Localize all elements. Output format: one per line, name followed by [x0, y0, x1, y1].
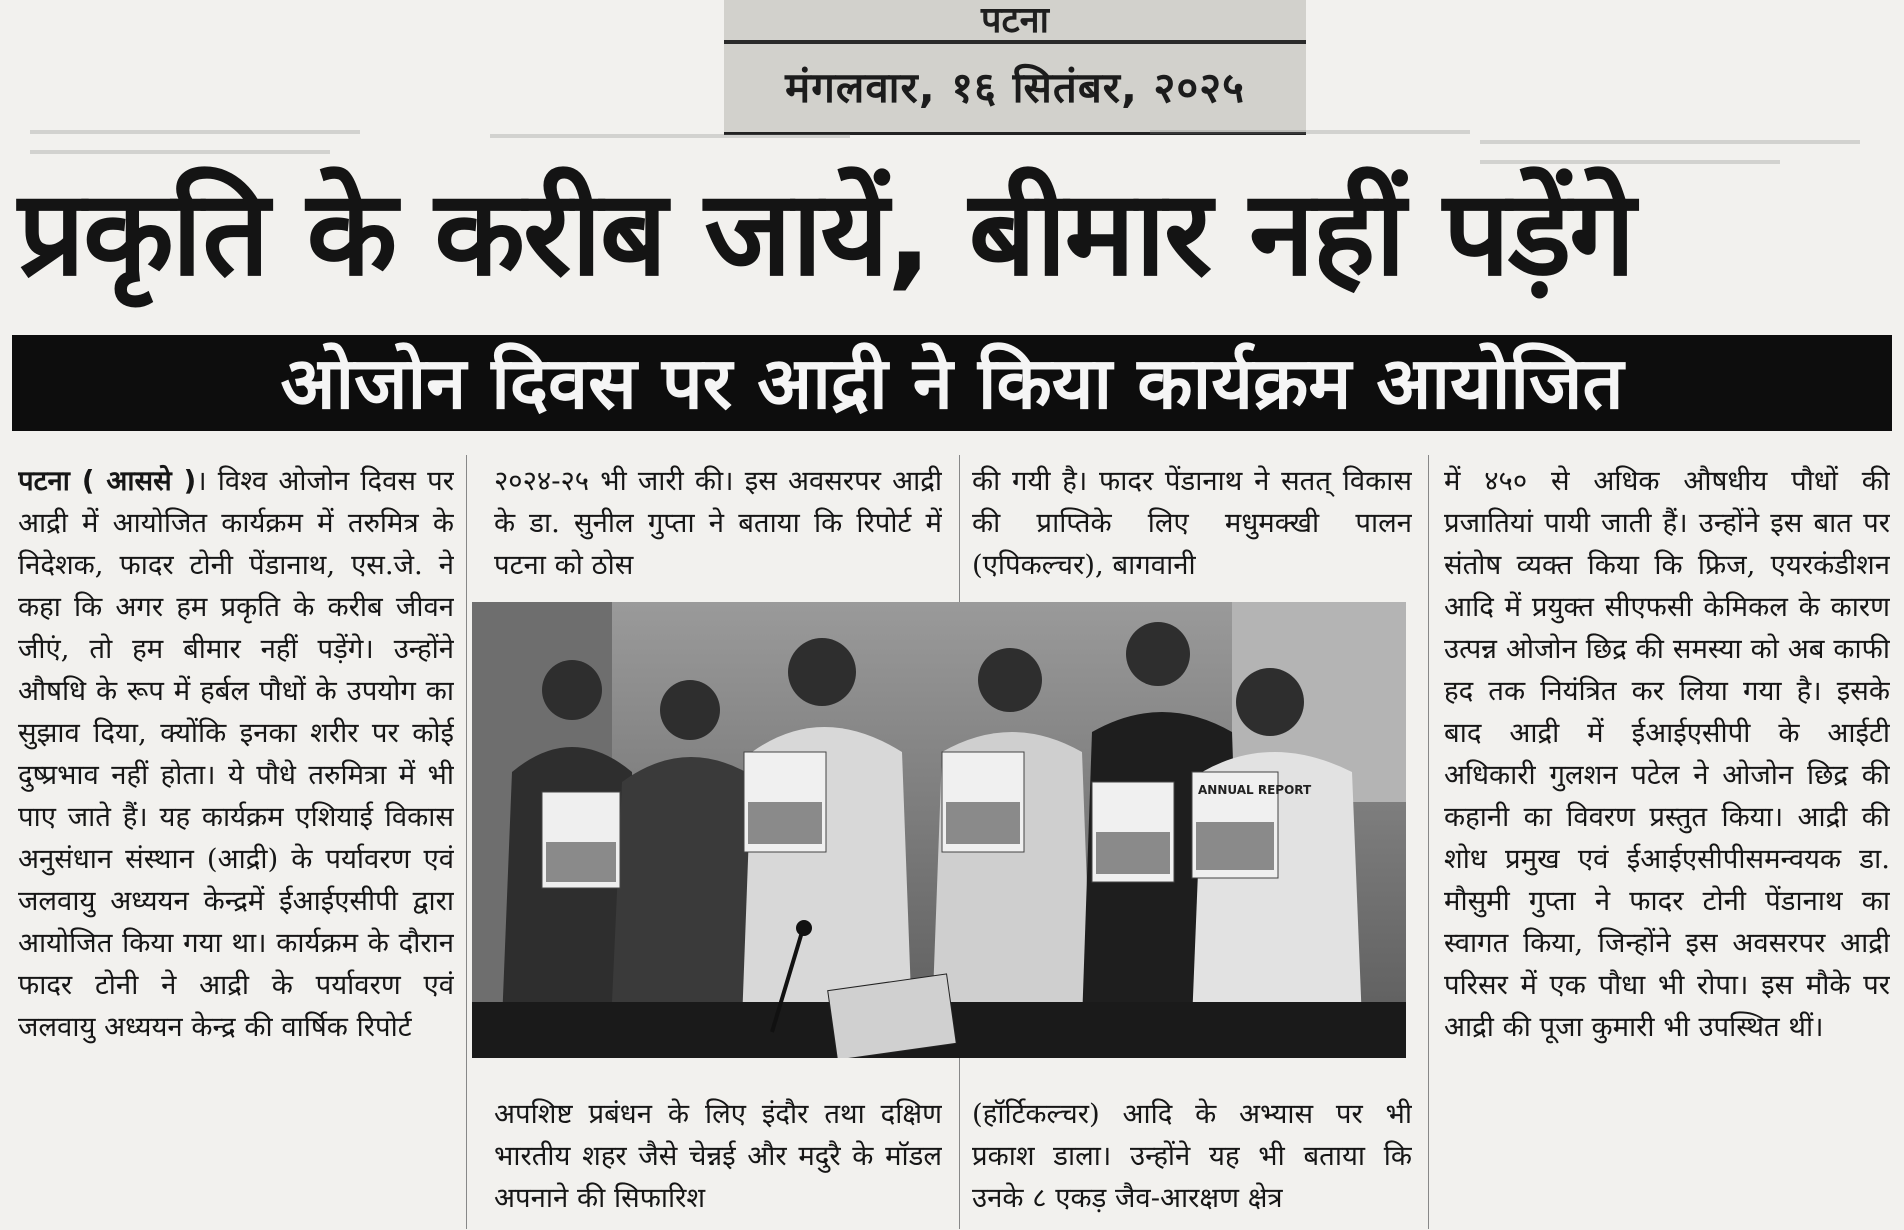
headline: प्रकृति के करीब जायें, बीमार नहीं पड़ेंगे	[18, 164, 1634, 302]
column-1-text: । विश्व ओजोन दिवस पर आद्री में आयोजित कार्यक्रम में तरुमित्र के निदेशक, फादर टोनी पेंडानाथ, एस.जे. ने कहा कि अगर हम प्रकृति के करीब जीवन जीएं, तो हम बीमार नहीं पड़ेंगे। उन्होंने औषधि के रूप में हर्बल पौधों के उपयोग का सुझाव दिया, क्योंकि इनका शरीर पर कोई दुष्प्रभाव नहीं होता। ये पौधे तरुमित्रा में भी पाए जाते हैं। यह कार्यक्रम एशियाई विकास अनुसंधान संस्थान (आद्री) के पर्यावरण एवं जलवायु अध्ययन केन्द्रमें ईआईएसीपी द्वारा आयोजित किया गया था। कार्यक्रम के दौरान फादर टोनी ने आद्री के पर्यावरण एवं जलवायु अध्ययन केन्द्र की वार्षिक रिपोर्ट	[18, 465, 454, 1043]
column-2-top-text: २०२४-२५ भी जारी की। इस अवसरपर आद्री के डा. सुनील गुप्ता ने बताया कि रिपोर्ट में पटना को ठोस	[494, 465, 942, 581]
column-3-top-text: की गयी है। फादर पेंडानाथ ने सतत् विकास की प्राप्तिके लिए मधुमक्खी पालन (एपिकल्चर), बागवानी	[972, 465, 1412, 581]
column-2-bottom-text: अपशिष्ट प्रबंधन के लिए इंदौर तथा दक्षिण भारतीय शहर जैसे चेन्नई और मदुरै के मॉडल अपनाने की सिफारिश	[494, 1098, 942, 1214]
article-column-1	[18, 460, 454, 1230]
column-3-bottom-text: (हॉर्टिकल्चर) आदि के अभ्यास पर भी प्रकाश डाला। उन्होंने यह भी बताया कि उनके ८ एकड़ जैव-आरक्षण क्षेत्र	[972, 1098, 1412, 1214]
article-column-2-bottom	[494, 1093, 942, 1229]
article-column-4	[1444, 460, 1890, 1230]
masthead	[724, 0, 1306, 135]
article-column-2-top	[494, 460, 942, 590]
article-column-3-bottom	[972, 1093, 1412, 1229]
masthead-rule	[724, 40, 1306, 44]
masthead-city: पटना	[981, 0, 1049, 41]
article-column-3-top	[972, 460, 1412, 590]
column-rule	[1428, 455, 1429, 1229]
subheadline: ओजोन दिवस पर आद्री ने किया कार्यक्रम आयोजित	[12, 335, 1892, 431]
photo-illustration	[472, 602, 1406, 1058]
news-photo	[472, 602, 1406, 1058]
report-cover-label: ANNUAL REPORT	[1198, 783, 1312, 797]
masthead-date: मंगलवार, १६ सितंबर, २०२५	[785, 63, 1245, 112]
column-rule	[466, 455, 467, 1229]
dateline: पटना ( आससे )	[18, 465, 197, 497]
column-4-text: में ४५० से अधिक औषधीय पौधों की प्रजातियां पायी जाती हैं। उन्होंने इस बात पर संतोष व्यक्त किया कि फ्रिज, एयरकंडीशन आदि में प्रयुक्त सीएफसी केमिकल के कारण उत्पन्न ओजोन छिद्र की समस्या को अब काफी हद तक नियंत्रित कर लिया गया है। इसके बाद आद्री में ईआईएसीपी के आईटी अधिकारी गुलशन पटेल ने ओजोन छिद्र की कहानी का विवरण प्रस्तुत किया। आद्री की शोध प्रमुख एवं ईआईएसीपीसमन्वयक डा. मौसुमी गुप्ता ने फादर टोनी पेंडानाथ का स्वागत किया, जिन्होंने इस अवसरपर आद्री परिसर में एक पौधा भी रोपा। इस मौके पर आद्री की पूजा कुमारी भी उपस्थित थीं।	[1444, 465, 1890, 1043]
